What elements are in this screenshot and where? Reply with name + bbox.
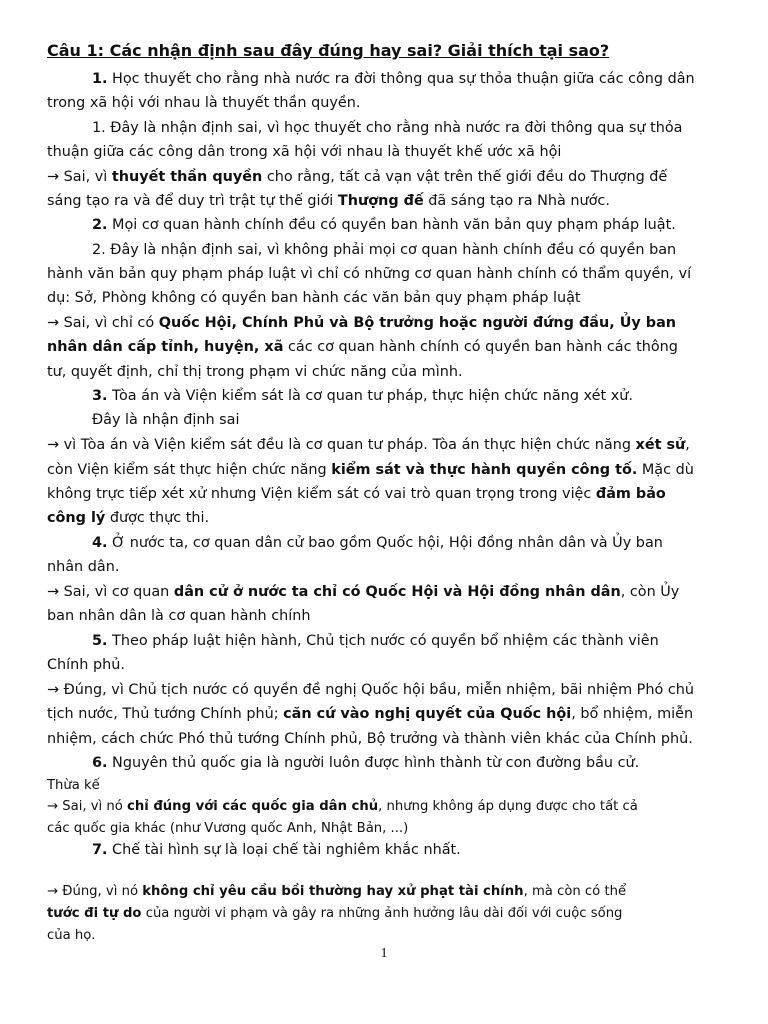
bold-text: nhân dân cấp tỉnh, huyện, xã bbox=[47, 339, 284, 355]
text-segment: hành văn bản quy phạm pháp luật vì chỉ có những cơ quan hành chính có thẩm quyền, ví bbox=[47, 266, 692, 282]
text-line bbox=[47, 680, 694, 700]
text-segment: dụ: Sở, Phòng không có quyền ban hành các văn bản quy phạm pháp luật bbox=[47, 290, 581, 306]
text-segment: , còn Ủy bbox=[620, 584, 680, 600]
text-line bbox=[47, 819, 408, 839]
text-segment: → Đúng, vì nó bbox=[47, 884, 143, 899]
text-line bbox=[47, 313, 676, 333]
text-line bbox=[47, 926, 96, 946]
text-line bbox=[47, 93, 360, 113]
text-segment: tịch nước, Thủ tướng Chính phủ; bbox=[47, 706, 284, 722]
text-segment: cho rằng, tất cả vạn vật trên thế giới đều do Thượng đế bbox=[262, 169, 668, 185]
text-line bbox=[47, 508, 209, 528]
text-line bbox=[92, 840, 461, 860]
text-line bbox=[47, 882, 626, 902]
text-segment: 2. Đây là nhận định sai, vì không phải mọi cơ quan hành chính đều có quyền ban bbox=[92, 242, 677, 258]
text-segment: của họ. bbox=[47, 928, 96, 943]
bold-text: 3. bbox=[92, 388, 108, 404]
text-line bbox=[47, 337, 678, 357]
text-segment: nhân dân. bbox=[47, 559, 120, 575]
text-line bbox=[47, 191, 610, 211]
text-line bbox=[47, 167, 667, 187]
bold-text: Thượng đế bbox=[337, 193, 424, 209]
text-segment: , nhưng không áp dụng được cho tất cả bbox=[378, 799, 638, 814]
text-segment: , mà còn có thể bbox=[523, 884, 627, 899]
bold-text: 2. bbox=[92, 217, 108, 233]
bold-text: dân cử ở nước ta chỉ có Quốc Hội và Hội đồng nhân dân bbox=[173, 584, 621, 600]
bold-text: xét sử bbox=[635, 437, 686, 453]
text-line bbox=[47, 582, 679, 602]
bold-text: 5. bbox=[92, 633, 108, 649]
text-segment: Chính phủ. bbox=[47, 657, 125, 673]
text-segment: , bbox=[685, 437, 690, 453]
text-line bbox=[92, 215, 676, 235]
page-number: 1 bbox=[380, 946, 388, 961]
text-line bbox=[92, 118, 682, 138]
text-segment: Ở nước ta, cơ quan dân cử bao gồm Quốc hội, Hội đồng nhân dân và Ủy ban bbox=[107, 535, 663, 551]
text-segment: Học thuyết cho rằng nhà nước ra đời thông qua sự thỏa thuận giữa các công dân bbox=[107, 71, 695, 87]
text-line bbox=[92, 386, 633, 406]
text-segment: 1. Đây là nhận định sai, vì học thuyết cho rằng nhà nước ra đời thông qua sự thỏa bbox=[92, 120, 683, 136]
text-segment: Mặc dù bbox=[637, 462, 694, 478]
text-segment: sáng tạo ra và để duy trì trật tự thế giới bbox=[47, 193, 338, 209]
text-segment: của người vi phạm và gây ra những ảnh hưởng lâu dài đối với cuộc sống bbox=[141, 906, 623, 921]
text-segment: Mọi cơ quan hành chính đều có quyền ban hành văn bản quy phạm pháp luật. bbox=[107, 217, 676, 233]
text-line bbox=[47, 904, 622, 924]
bold-text: căn cứ vào nghị quyết của Quốc hội bbox=[283, 706, 572, 722]
text-line bbox=[47, 729, 693, 749]
text-line bbox=[47, 460, 694, 480]
text-segment: tư, quyết định, chỉ thị trong phạm vi chức năng của mình. bbox=[47, 364, 463, 380]
text-line bbox=[47, 776, 100, 796]
text-line bbox=[47, 606, 311, 626]
text-segment: Nguyên thủ quốc gia là người luôn được hình thành từ con đường bầu cử. bbox=[107, 755, 640, 771]
text-line bbox=[47, 704, 693, 724]
text-segment: ban nhân dân là cơ quan hành chính bbox=[47, 608, 311, 624]
text-line bbox=[47, 362, 463, 382]
bold-text: công lý bbox=[47, 510, 106, 526]
text-segment: trong xã hội với nhau là thuyết thần quyền. bbox=[47, 95, 361, 111]
text-line bbox=[47, 435, 690, 455]
text-line bbox=[92, 69, 695, 89]
text-segment: , bổ nhiệm, miễn bbox=[571, 706, 694, 722]
text-segment: còn Viện kiểm sát thực hiện chức năng bbox=[47, 462, 332, 478]
text-segment: các quốc gia khác (như Vương quốc Anh, Nhật Bản, ...) bbox=[47, 821, 409, 836]
text-line bbox=[47, 655, 125, 675]
bold-text: không chỉ yêu cầu bồi thường hay xử phạt tài chính bbox=[142, 884, 524, 899]
text-line bbox=[47, 557, 119, 577]
text-segment: đã sáng tạo ra Nhà nước. bbox=[423, 193, 610, 209]
text-segment: → Sai, vì nó bbox=[47, 799, 128, 814]
text-segment: Tòa án và Viện kiểm sát là cơ quan tư pháp, thực hiện chức năng xét xử. bbox=[107, 388, 633, 404]
text-segment: Theo pháp luật hiện hành, Chủ tịch nước có quyền bổ nhiệm các thành viên bbox=[107, 633, 659, 649]
text-line bbox=[47, 288, 581, 308]
text-segment: → Sai, vì chỉ có bbox=[47, 315, 159, 331]
text-segment: Thừa kế bbox=[47, 778, 100, 793]
text-segment: thuận giữa các công dân trong xã hội với nhau là thuyết khế ước xã hội bbox=[47, 144, 562, 160]
text-line bbox=[47, 264, 691, 284]
text-line bbox=[47, 797, 638, 817]
bold-text: 4. bbox=[92, 535, 108, 551]
bold-text: tước đi tự do bbox=[47, 906, 142, 921]
text-line bbox=[92, 753, 639, 773]
text-segment: nhiệm, cách chức Phó thủ tướng Chính phủ, Bộ trưởng và thành viên khác của Chính phủ. bbox=[47, 731, 693, 747]
bold-text: 6. bbox=[92, 755, 108, 771]
text-segment: → vì Tòa án và Viện kiểm sát đều là cơ quan tư pháp. Tòa án thực hiện chức năng bbox=[47, 437, 636, 453]
text-segment: Đây là nhận định sai bbox=[92, 412, 240, 428]
question-heading: Câu 1: Các nhận định sau đây đúng hay sai? Giải thích tại sao? bbox=[47, 41, 610, 60]
bold-text: đảm bảo bbox=[595, 486, 666, 502]
text-segment: → Đúng, vì Chủ tịch nước có quyền đề nghị Quốc hội bầu, miễn nhiệm, bãi nhiệm Phó chủ bbox=[47, 682, 694, 698]
text-line bbox=[47, 142, 561, 162]
text-line bbox=[92, 533, 663, 553]
text-line bbox=[92, 631, 659, 651]
bold-text: 1. bbox=[92, 71, 108, 87]
text-line bbox=[92, 240, 676, 260]
bold-text: 7. bbox=[92, 842, 108, 858]
text-segment: Chế tài hình sự là loại chế tài nghiêm khắc nhất. bbox=[107, 842, 461, 858]
bold-text: kiểm sát và thực hành quyền công tố. bbox=[331, 462, 638, 478]
text-segment: các cơ quan hành chính có quyền ban hành các thông bbox=[283, 339, 678, 355]
text-segment: → Sai, vì cơ quan bbox=[47, 584, 174, 600]
text-segment: → Sai, vì bbox=[47, 169, 112, 185]
bold-text: Quốc Hội, Chính Phủ và Bộ trưởng hoặc người đứng đầu, Ủy ban bbox=[158, 315, 677, 331]
text-segment: không trực tiếp xét xử nhưng Viện kiểm sát có vai trò quan trọng trong việc bbox=[47, 486, 596, 502]
bold-text: thuyết thần quyền bbox=[111, 169, 263, 185]
text-segment: được thực thi. bbox=[105, 510, 210, 526]
text-line bbox=[92, 410, 239, 430]
bold-text: chỉ đúng với các quốc gia dân chủ bbox=[127, 799, 379, 814]
text-line bbox=[47, 484, 666, 504]
